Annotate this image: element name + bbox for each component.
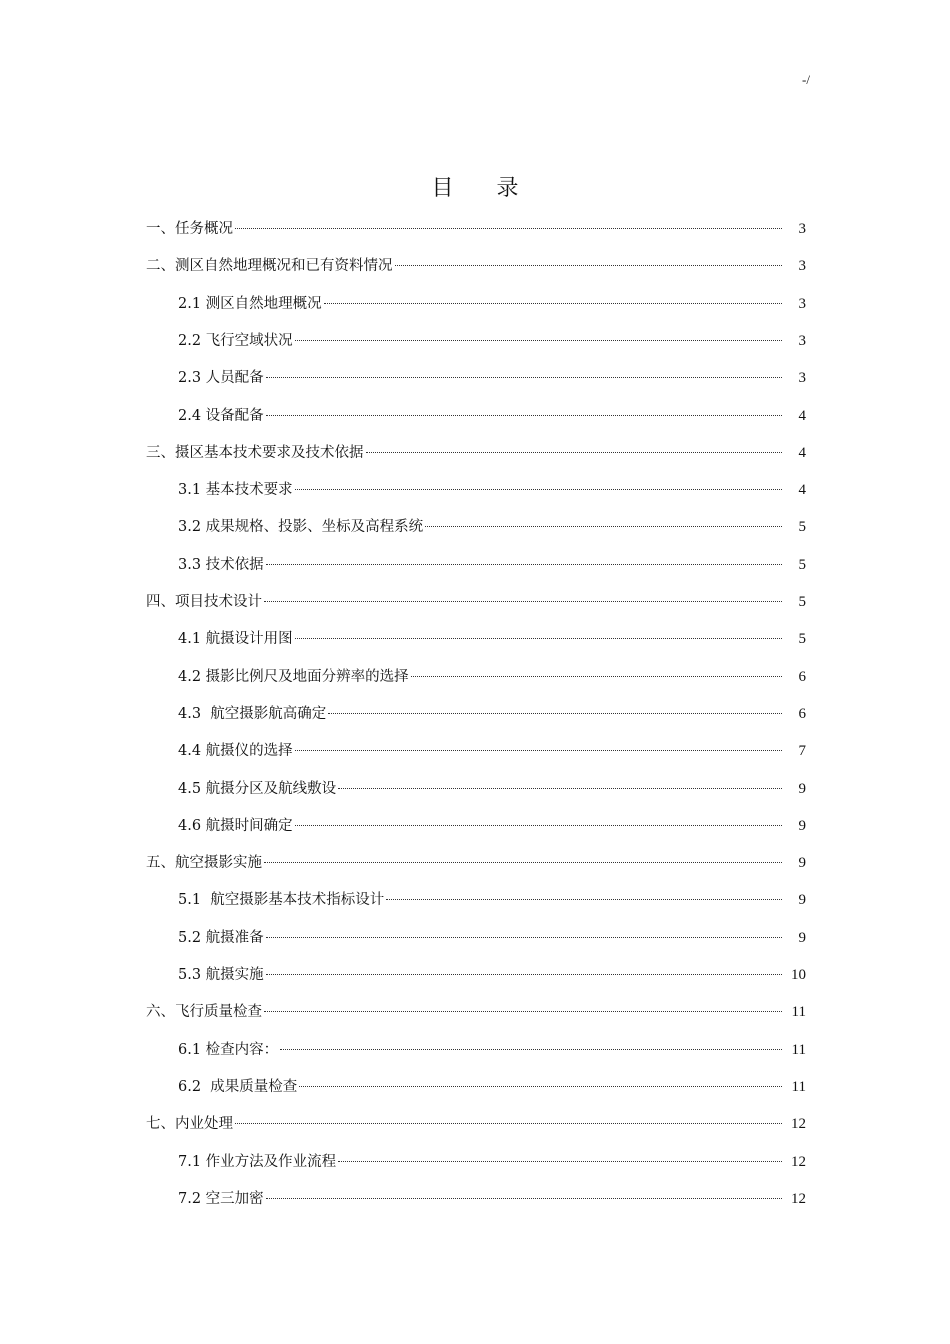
toc-entry[interactable] <box>178 814 806 838</box>
toc-entry-page-number: 3 <box>798 332 806 349</box>
toc-entry[interactable] <box>146 217 806 241</box>
toc-entry-label: 3.2 成果规格、投影、坐标及高程系统 <box>178 519 424 536</box>
toc-entry-page-number: 12 <box>791 1190 806 1207</box>
toc-entry-page-number: 9 <box>798 929 806 946</box>
toc-dot-leader <box>266 377 782 378</box>
toc-entry-label: 六、飞行质量检查 <box>146 1004 262 1021</box>
toc-entry[interactable] <box>178 739 806 763</box>
toc-entry-label: 二、测区自然地理概况和已有资料情况 <box>146 258 393 275</box>
toc-dot-leader <box>411 676 782 677</box>
toc-dot-leader <box>280 1049 782 1050</box>
toc-entry-label: 五、航空摄影实施 <box>146 855 262 872</box>
toc-entry[interactable] <box>178 553 806 577</box>
toc-entry[interactable] <box>178 515 806 539</box>
toc-entry[interactable] <box>146 851 806 875</box>
toc-entry[interactable] <box>178 478 806 502</box>
toc-entry[interactable] <box>178 1187 806 1211</box>
toc-dot-leader <box>266 974 782 975</box>
toc-entry-label: 七、内业处理 <box>146 1116 233 1133</box>
toc-entry-page-number: 11 <box>791 1004 806 1021</box>
toc-entry[interactable] <box>178 329 806 353</box>
page-marker: -/ <box>802 72 810 87</box>
toc-entry-label: 2.3 人员配备 <box>178 370 264 387</box>
toc-entry-label: 5.3 航摄实施 <box>178 967 264 983</box>
toc-dot-leader <box>324 303 782 304</box>
toc-entry-label: 5.1 航空摄影基本技术指标设计 <box>178 892 385 909</box>
toc-entry-page-number: 5 <box>798 519 806 536</box>
toc-entry-label: 4.6 航摄时间确定 <box>178 817 293 834</box>
toc-entry[interactable] <box>178 665 806 689</box>
toc-dot-leader <box>386 899 782 900</box>
toc-entry[interactable] <box>178 1038 806 1062</box>
toc-entry-label: 2.4 设备配备 <box>178 407 264 424</box>
toc-entry-page-number: 9 <box>798 780 806 797</box>
toc-dot-leader <box>295 489 782 490</box>
toc-entry[interactable] <box>178 888 806 912</box>
toc-dot-leader <box>338 788 782 789</box>
toc-entry[interactable] <box>178 366 806 390</box>
toc-entry-label: 7.1 作业方法及作业流程 <box>178 1153 337 1170</box>
toc-entry-page-number: 9 <box>798 817 806 834</box>
toc-entry-page-number: 9 <box>798 855 806 872</box>
toc-entry[interactable] <box>146 1000 806 1024</box>
toc-dot-leader <box>338 1161 782 1162</box>
toc-dot-leader <box>395 265 783 266</box>
toc-entry-page-number: 4 <box>798 407 806 424</box>
toc-dot-leader <box>295 340 782 341</box>
toc-entry[interactable] <box>178 1075 806 1099</box>
toc-entry-label: 3.3 技术依据 <box>178 556 264 573</box>
toc-dot-leader <box>295 825 782 826</box>
toc-entry[interactable] <box>178 702 806 726</box>
toc-entry-page-number: 7 <box>798 743 806 760</box>
toc-entry[interactable] <box>178 963 806 987</box>
toc-entry-page-number: 10 <box>791 967 806 983</box>
toc-entry-label: 2.1 测区自然地理概况 <box>178 295 322 312</box>
toc-entry-page-number: 11 <box>791 1078 806 1095</box>
toc-entry-label: 6.2 成果质量检查 <box>178 1078 298 1095</box>
toc-entry[interactable] <box>178 777 806 801</box>
toc-entry-page-number: 3 <box>798 221 806 237</box>
toc-dot-leader <box>295 750 782 751</box>
toc-dot-leader <box>235 228 782 229</box>
toc-entry[interactable] <box>178 1150 806 1174</box>
toc-dot-leader <box>328 713 782 714</box>
toc-entry-page-number: 11 <box>791 1041 806 1058</box>
toc-dot-leader <box>264 601 782 602</box>
toc-entry-page-number: 3 <box>798 370 806 387</box>
toc-dot-leader <box>264 862 782 863</box>
toc-dot-leader <box>266 415 782 416</box>
toc-dot-leader <box>299 1086 782 1087</box>
page-title: 目 录 <box>431 176 537 201</box>
toc-entry-label: 7.2 空三加密 <box>178 1190 264 1207</box>
toc-entry[interactable] <box>178 627 806 651</box>
toc-entry-label: 6.1 检查内容： <box>178 1041 279 1058</box>
toc-entry[interactable] <box>146 254 806 278</box>
toc-dot-leader <box>264 1011 782 1012</box>
toc-entry-page-number: 4 <box>798 444 806 461</box>
toc-entry-label: 3.1 基本技术要求 <box>178 482 293 499</box>
toc-entry[interactable] <box>146 441 806 465</box>
toc-dot-leader <box>266 1198 782 1199</box>
toc-entry-page-number: 5 <box>798 631 806 648</box>
toc-entry-page-number: 12 <box>791 1116 806 1133</box>
toc-dot-leader <box>266 937 782 938</box>
toc-entry-label: 4.4 航摄仪的选择 <box>178 743 293 760</box>
toc-entry[interactable] <box>146 590 806 614</box>
toc-entry-page-number: 5 <box>798 594 806 610</box>
toc-entry-page-number: 3 <box>798 258 806 275</box>
toc-entry-page-number: 6 <box>798 705 806 722</box>
toc-entry-label: 5.2 航摄准备 <box>178 929 264 946</box>
toc-entry-label: 4.5 航摄分区及航线敷设 <box>178 780 337 797</box>
toc-entry-label: 4.3 航空摄影航高确定 <box>178 705 327 722</box>
toc-dot-leader <box>295 638 782 639</box>
toc-entry-label: 三、摄区基本技术要求及技术依据 <box>146 444 364 461</box>
toc-entry-label: 一、任务概况 <box>146 221 233 237</box>
toc-entry[interactable] <box>178 404 806 428</box>
toc-entry[interactable] <box>146 1112 806 1136</box>
toc-entry-label: 四、项目技术设计 <box>146 594 262 610</box>
toc-entry[interactable] <box>178 292 806 316</box>
toc-entry-page-number: 9 <box>798 892 806 909</box>
toc-entry-page-number: 5 <box>798 556 806 573</box>
toc-dot-leader <box>266 564 782 565</box>
toc-dot-leader <box>366 452 783 453</box>
toc-dot-leader <box>425 526 782 527</box>
toc-entry-page-number: 4 <box>798 482 806 499</box>
toc-dot-leader <box>235 1123 782 1124</box>
toc-entry-page-number: 3 <box>798 295 806 312</box>
toc-entry[interactable] <box>178 926 806 950</box>
toc-entry-label: 4.1 航摄设计用图 <box>178 631 293 648</box>
toc-entry-label: 4.2 摄影比例尺及地面分辨率的选择 <box>178 668 409 685</box>
toc-entry-page-number: 6 <box>798 668 806 685</box>
toc-entry-page-number: 12 <box>791 1153 806 1170</box>
toc-entry-label: 2.2 飞行空域状况 <box>178 332 293 349</box>
